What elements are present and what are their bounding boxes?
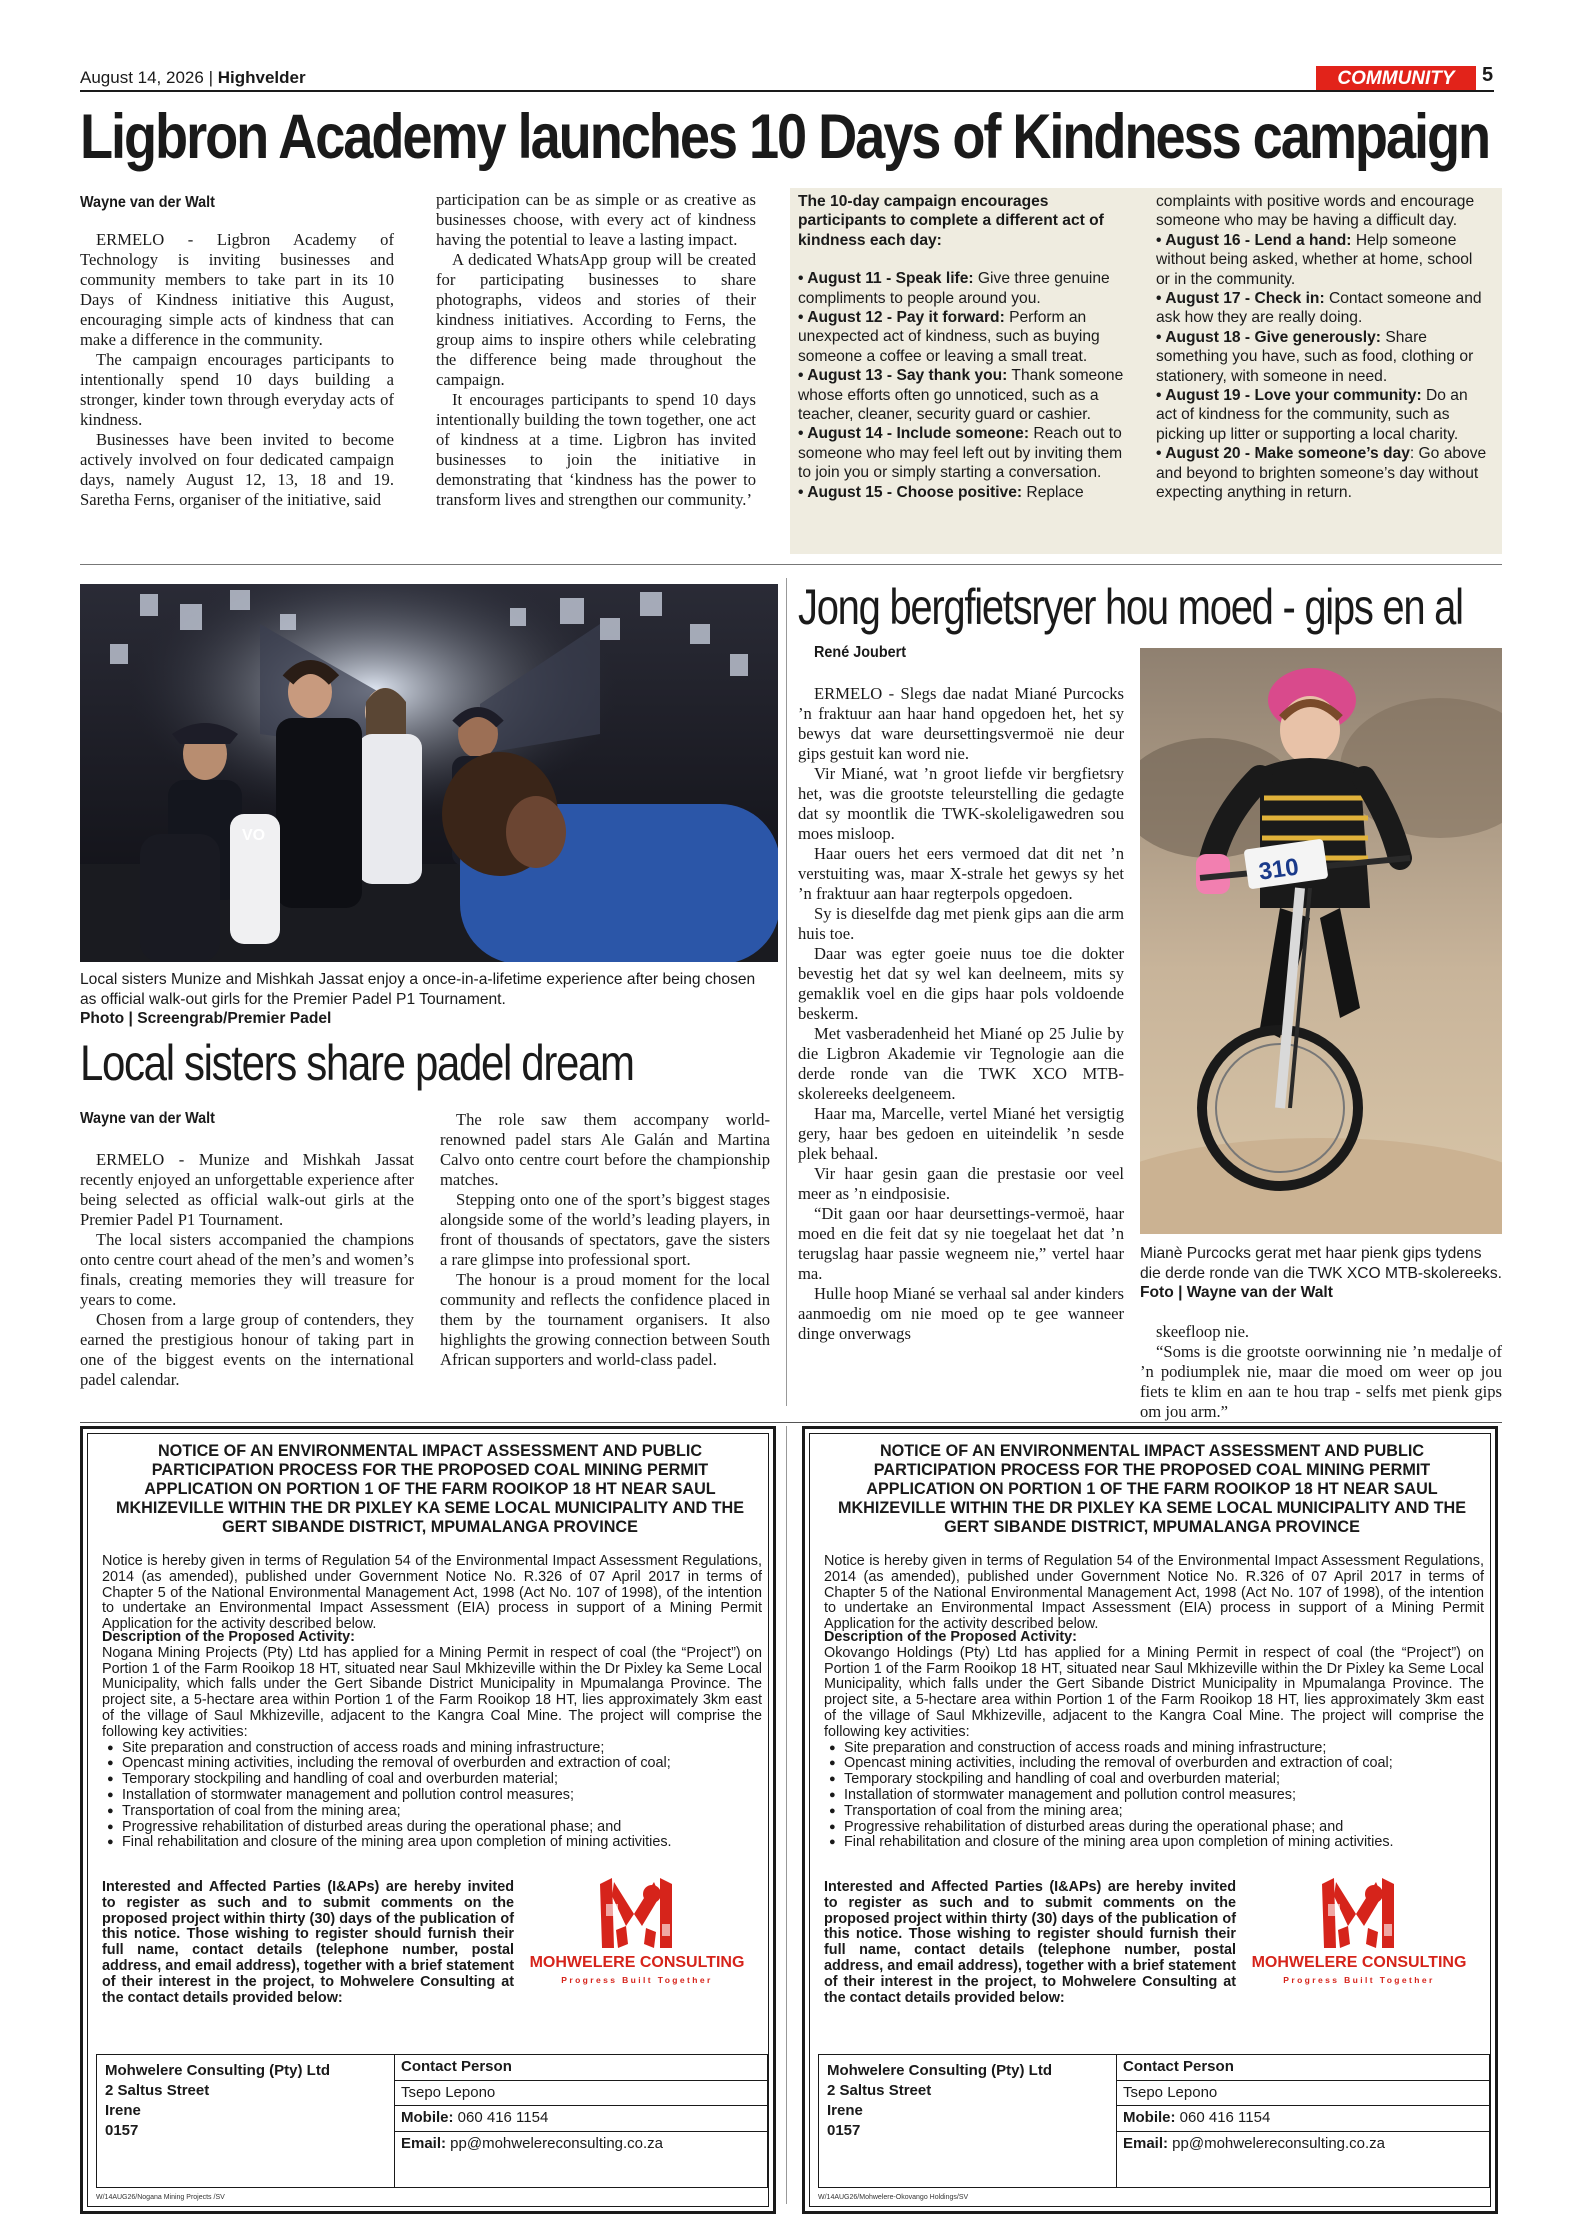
kindness-col-1 (80, 230, 394, 510)
address-line: Irene (827, 2102, 863, 2119)
bike-paragraph: “Dit gaan oor haar deursettings-vermoë, haar moed en die feit dat sy nie toegelaat het dat ’n terugslag haar passie wegneem nie,” vertel haar ma. (798, 1204, 1124, 1283)
contact-person-name: Tsepo Lepono (395, 2081, 767, 2107)
padel-photo (80, 584, 778, 962)
eia-notice-left (80, 1426, 776, 2214)
bike-photo-credit: Foto | Wayne van der Walt (1140, 1284, 1333, 1302)
kindness-day-item: • August 11 - Speak life: Give three genuine compliments to people around you. (798, 270, 1110, 307)
bike-paragraph: ERMELO - Slegs dae nadat Miané Purcocks ’n fraktuur aan haar hand opgedoen het, het sy bewys dat ware deursettingsvermoë nie deur gips gestuit kan word nie. (798, 684, 1124, 763)
bike-paragraph: Vir haar gesin gaan die prestasie oor veel meer as ’n eindposisie. (798, 1164, 1124, 1203)
notice-intro: Notice is hereby given in terms of Regulation 54 of the Environmental Impact Assessment Regulations, 2014 (as amended), published under Government Notice No. R.326 of 07 April 2017 in terms of Chapter 5 of the National Environmental Management Act, 1998 (Act No. 107 of 1998), of the intention to undertake an Environmental Impact Assessment (EIA) process in support of a Mining Permit Application for the activity described below. (824, 1553, 1484, 1633)
address-line: Irene (105, 2102, 141, 2119)
race-number: 310 (1257, 853, 1301, 886)
contact-details (395, 2055, 767, 2187)
notice-activity-item: ● Transportation of coal from the mining area; (102, 1804, 762, 1820)
notice-activity-item: ● Installation of stormwater management and pollution control measures; (824, 1788, 1484, 1804)
contact-table (96, 2054, 768, 2188)
notice-activity-item: ● Transportation of coal from the mining area; (824, 1804, 1484, 1820)
kindness-box-intro: The 10-day campaign encourages participants to complete a different act of kindness each day: (798, 193, 1104, 249)
bike-photo-image (1140, 648, 1502, 1234)
contact-heading: Contact Person (395, 2055, 767, 2081)
mohwelere-logo-mark (1244, 1874, 1474, 1952)
bike-paragraph: Haar ma, Marcelle, vertel Miané het versigtig gery, haar bes gedoen en uiteindelik ’n sesde plek behaal. (798, 1104, 1124, 1163)
kindness-paragraph: The campaign encourages participants to intentionally spend 10 days building a stronger, kinder town through everyday acts of kindness. (80, 350, 394, 429)
section-badge: COMMUNITY (1316, 66, 1476, 92)
notice-activity-item: ● Final rehabilitation and closure of the mining area upon completion of mining activities. (102, 1835, 762, 1851)
padel-paragraph: ERMELO - Munize and Mishkah Jassat recently enjoyed an unforgettable experience after being selected as official walk-out girls at the Premier Padel P1 Tournament. (80, 1150, 414, 1229)
notice-activity-item: ● Final rehabilitation and closure of the mining area upon completion of mining activities. (824, 1835, 1484, 1851)
logo-tagline: Progress Built Together (1283, 1975, 1435, 1985)
bike-col-2 (1140, 1322, 1502, 1422)
logo-tagline: Progress Built Together (561, 1975, 713, 1985)
column-divider (786, 578, 787, 1406)
notice-activity-item: ● Progressive rehabilitation of disturbed areas during the operational phase; and (102, 1820, 762, 1836)
notice-intro: Notice is hereby given in terms of Regulation 54 of the Environmental Impact Assessment Regulations, 2014 (as amended), published under Government Notice No. R.326 of 07 April 2017 in terms of Chapter 5 of the National Environmental Management Act, 1998 (Act No. 107 of 1998), of the intention to undertake an Environmental Impact Assessment (EIA) process in support of a Mining Permit Application for the activity described below. (102, 1553, 762, 1633)
address-line: Mohwelere Consulting (Pty) Ltd (827, 2062, 1052, 2079)
address-line: 0157 (105, 2122, 139, 2139)
padel-photo-credit: Photo | Screengrab/Premier Padel (80, 1010, 332, 1028)
notice-invitation: Interested and Affected Parties (I&APs) are hereby invited to register as such and to submit comments on the proposed project within thirty (30) days of the publication of this notice. Those wishing to register should furnish their full name, contact details (telephone number, postal address, and email address), together with a brief statement of their interest in the project, to Mohwelere Consulting at the contact details provided below: (102, 1879, 514, 2006)
eia-notice-right (802, 1426, 1498, 2214)
mohwelere-logo-mark (522, 1874, 752, 1952)
kindness-day-item: • August 14 - Include someone: Reach out to someone who may feel left out by inviting them to join you or simply starting a conversation. (798, 425, 1123, 482)
dateline-separator: | (208, 68, 213, 87)
kindness-paragraph: ERMELO - Ligbron Academy of Technology is inviting businesses and community members to take part in its 10 Days of Kindness initiative this August, encouraging simple acts of kindness that can make a difference in the community. (80, 230, 394, 349)
padel-photo-text: VO (242, 827, 266, 844)
padel-paragraph: The local sisters accompanied the champions onto centre court ahead of the men’s and women’s finals, creating memories they will treasure for years to come. (80, 1230, 414, 1309)
notice-activity-item: ● Opencast mining activities, including the removal of overburden and extraction of coal; (102, 1756, 762, 1772)
notice-activity-item: ● Temporary stockpiling and handling of coal and overburden material; (824, 1772, 1484, 1788)
issue-date: August 14, 2026 (80, 68, 204, 87)
bike-paragraph: “Soms is die grootste oorwinning nie ’n medalje of ’n podiumplek nie, maar die moed om weer op jou fiets te klim en aan te hou trap - selfs met pienk gips om jou arm.” (1140, 1342, 1502, 1421)
kindness-box-continuation: complaints with positive words and encourage someone who may be having a difficult day. (1156, 193, 1475, 230)
notice-title: NOTICE OF AN ENVIRONMENTAL IMPACT ASSESSMENT AND PUBLIC PARTICIPATION PROCESS FOR THE PROPOSED COAL MINING PERMIT APPLICATION ON PORTION 1 OF THE FARM ROOIKOP 18 HT NEAR SAUL MKHIZEVILLE WITHIN THE DR PIXLEY KA SEME LOCAL MUNICIPALITY AND THE GERT SIBANDE DISTRICT, MPUMALANGA PROVINCE (837, 1442, 1467, 1536)
kindness-paragraph: It encourages participants to spend 10 days intentionally building the town together, one act of kindness at a time. Ligbron has invited businesses to join the initiative in demonstrating that ‘kindness has the power to transform lives and strengthen our community.’ (436, 390, 756, 509)
contact-address (819, 2055, 1117, 2187)
mohwelere-logo (1244, 1874, 1474, 1998)
bike-paragraph: Sy is dieselfde dag met pienk gips aan die arm huis toe. (798, 904, 1124, 943)
notices-divider (80, 1422, 1502, 1423)
notice-description-heading: Description of the Proposed Activity: (102, 1629, 355, 1645)
bike-paragraph: Haar ouers het eers vermoed dat dit net ’n verstuiting was, maar X-strale het gewys sy het ’n fraktuur aan haar regterpols opgedoen. (798, 844, 1124, 903)
bike-col-1 (798, 684, 1124, 1344)
notice-reference: W/14AUG26/Nogana Mining Projects /SV (96, 2194, 225, 2201)
kindness-byline: Wayne van der Walt (80, 194, 215, 211)
notice-reference: W/14AUG26/Mohwelere-Okovango Holdings/SV (818, 2194, 969, 2201)
publication-name: Highvelder (217, 68, 306, 87)
notice-description-text: Nogana Mining Projects (Pty) Ltd has applied for a Mining Permit in respect of coal (the “Project”) on Portion 1 of the Farm Rooikop 18 HT, situated near Saul Mkhizeville within the Dr Pixley ka Seme Local Municipality, which falls under the Gert Sibande District Municipality in Mpumalanga Province. The project site, a 5-hectare area within Portion 1 of the Farm Rooikop 18 HT, lies approximately 3km east of the village of Saul Mkhizeville, adjacent to the Kangra Coal Mine. The project will comprise the following key activities: (102, 1644, 762, 1740)
bike-byline: René Joubert (814, 644, 907, 661)
page-dateline (80, 68, 306, 88)
notice-activity-list (102, 1741, 762, 1852)
address-line: Mohwelere Consulting (Pty) Ltd (105, 2062, 330, 2079)
contact-email: Email: pp@mohwelereconsulting.co.za (1123, 2134, 1386, 2152)
notice-invitation: Interested and Affected Parties (I&APs) are hereby invited to register as such and to submit comments on the proposed project within thirty (30) days of the publication of this notice. Those wishing to register should furnish their full name, contact details (telephone number, postal address, and email address), together with a brief statement of their interest in the project, to Mohwelere Consulting at the contact details provided below: (824, 1879, 1236, 2006)
notice-title: NOTICE OF AN ENVIRONMENTAL IMPACT ASSESSMENT AND PUBLIC PARTICIPATION PROCESS FOR THE PROPOSED COAL MINING PERMIT APPLICATION ON PORTION 1 OF THE FARM ROOIKOP 18 HT NEAR SAUL MKHIZEVILLE WITHIN THE DR PIXLEY KA SEME LOCAL MUNICIPALITY AND THE GERT SIBANDE DISTRICT, MPUMALANGA PROVINCE (115, 1442, 745, 1536)
notices-column-divider (786, 1426, 787, 2204)
padel-paragraph: Stepping onto one of the sport’s biggest stages alongside some of the world’s leading players, in front of thousands of spectators, gave the sisters a rare glimpse into professional sport. (440, 1190, 770, 1269)
bike-headline: Jong bergfietsryer hou moed - gips en al (798, 579, 1463, 635)
kindness-headline: Ligbron Academy launches 10 Days of Kindness campaign (80, 102, 1490, 172)
address-line: 2 Saltus Street (827, 2082, 932, 2099)
kindness-paragraph: participation can be as simple or as creative as businesses choose, with every act of kindness having the potential to leave a lasting impact. (436, 190, 756, 249)
padel-byline: Wayne van der Walt (80, 1110, 215, 1127)
padel-paragraph: Chosen from a large group of contenders, they earned the prestigious honour of taking part in one of the biggest events on the international padel calendar. (80, 1310, 414, 1389)
notice-activity-item: ● Temporary stockpiling and handling of coal and overburden material; (102, 1772, 762, 1788)
kindness-day-item: • August 20 - Make someone’s day: Go above and beyond to brighten someone’s day without expecting anything in return. (1156, 445, 1487, 502)
bike-paragraph: skeefloop nie. (1156, 1322, 1250, 1341)
kindness-box-col-1 (798, 192, 1134, 502)
page-number: 5 (1482, 64, 1494, 86)
header-rule (80, 90, 1494, 92)
notice-activity-list (824, 1741, 1484, 1852)
notice-activity-item: ● Site preparation and construction of access roads and mining infrastructure; (102, 1741, 762, 1757)
bike-paragraph: Met vasberadenheid het Miané op 25 Julie by die Ligbron Akademie vir Tegnologie aan die derde ronde van die TWK XCO MTB-skolereeks deelgeneem. (798, 1024, 1124, 1103)
kindness-day-item: • August 13 - Say thank you: Thank someone whose efforts often go unnoticed, such as a teacher, cleaner, security guard or cashier. (798, 367, 1124, 424)
contact-mobile: Mobile: 060 416 1154 (1117, 2106, 1489, 2132)
mohwelere-logo (522, 1874, 752, 1998)
address-line: 0157 (827, 2122, 861, 2139)
bike-paragraph: Hulle hoop Miané se verhaal sal ander kinders aanmoedig om nie moed op te gee wanneer dinge onverwags (798, 1284, 1124, 1343)
kindness-day-item: • August 18 - Give generously: Share something you have, such as food, clothing or stationery, with someone in need. (1156, 328, 1474, 385)
address-line: 2 Saltus Street (105, 2082, 210, 2099)
notice-frame (809, 1433, 1491, 2207)
notice-activity-item: ● Progressive rehabilitation of disturbed areas during the operational phase; and (824, 1820, 1484, 1836)
bike-caption-text: Mianè Purcocks gerat met haar pienk gips tydens die derde ronde van die TWK XCO MTB-skolereeks. (1140, 1245, 1502, 1282)
padel-caption (80, 970, 770, 1029)
padel-photo-image (80, 584, 778, 962)
contact-email: Email: pp@mohwelereconsulting.co.za (401, 2134, 664, 2152)
kindness-paragraph: Businesses have been invited to become actively involved on four dedicated campaign days, namely August 12, 13, 18 and 19. Saretha Ferns, organiser of the initiative, said (80, 430, 394, 509)
contact-details (1117, 2055, 1489, 2187)
kindness-day-item: • August 15 - Choose positive: Replace (798, 483, 1084, 501)
kindness-day-item: • August 17 - Check in: Contact someone and ask how they are really doing. (1156, 290, 1482, 327)
kindness-day-item: • August 16 - Lend a hand: Help someone without being asked, whether at home, school or in the community. (1156, 231, 1473, 288)
notice-activity-item: ● Installation of stormwater management and pollution control measures; (102, 1788, 762, 1804)
contact-table (818, 2054, 1490, 2188)
bike-photo (1140, 648, 1502, 1234)
notice-activity-item: ● Opencast mining activities, including the removal of overburden and extraction of coal; (824, 1756, 1484, 1772)
section-divider (80, 564, 1502, 565)
logo-company-name: MOHWELERE CONSULTING (529, 1954, 745, 1971)
notice-description (824, 1630, 1484, 1851)
padel-headline: Local sisters share padel dream (80, 1035, 634, 1091)
notice-description-text: Okovango Holdings (Pty) Ltd has applied for a Mining Permit in respect of coal (the “Project”) on Portion 1 of the Farm Rooikop 18 HT, situated near Saul Mkhizeville within the Dr Pixley ka Seme Local Municipality, which falls under the Gert Sibande District Municipality in Mpumalanga Province. The project site, a 5-hectare area within Portion 1 of the Farm Rooikop 18 HT, lies approximately 3km east of the village of Saul Mkhizeville, adjacent to the Kangra Coal Mine. The project will comprise the following key activities: (824, 1644, 1484, 1740)
notice-description-heading: Description of the Proposed Activity: (824, 1629, 1077, 1645)
padel-paragraph: The role saw them accompany world-renowned padel stars Ale Galán and Martina Calvo onto centre court before the championship matches. (440, 1110, 770, 1189)
contact-heading: Contact Person (1117, 2055, 1489, 2081)
padel-col-1 (80, 1150, 414, 1390)
kindness-paragraph: A dedicated WhatsApp group will be created for participating businesses to share photographs, videos and stories of their kindness initiatives. According to Ferns, the group aims to inspire others while celebrating the difference being made throughout the campaign. (436, 250, 756, 389)
notice-description (102, 1630, 762, 1851)
contact-person-name: Tsepo Lepono (1117, 2081, 1489, 2107)
bike-paragraph: Vir Miané, wat ’n groot liefde vir bergfietsry het, was die grootste teleurstelling die gedagte dat sy moontlik die TWK-skoleligawedren sou moes misloop. (798, 764, 1124, 843)
contact-mobile: Mobile: 060 416 1154 (395, 2106, 767, 2132)
kindness-day-item: • August 12 - Pay it forward: Perform an unexpected act of kindness, such as buying someone a coffee or leaving a small treat. (798, 309, 1100, 365)
notice-activity-item: ● Site preparation and construction of access roads and mining infrastructure; (824, 1741, 1484, 1757)
contact-address (97, 2055, 395, 2187)
kindness-box-col-2 (1156, 192, 1490, 503)
padel-col-2 (440, 1110, 770, 1370)
padel-paragraph: The honour is a proud moment for the local community and reflects the confidence placed in them by the tournament organisers. It also highlights the growing connection between South African supporters and world-class padel. (440, 1270, 770, 1369)
kindness-col-2 (436, 190, 756, 510)
logo-company-name: MOHWELERE CONSULTING (1251, 1954, 1467, 1971)
notice-frame (87, 1433, 769, 2207)
kindness-day-item: • August 19 - Love your community: Do an act of kindness for the community, such as picking up litter or supporting a local charity. (1156, 387, 1468, 443)
bike-caption (1140, 1244, 1502, 1303)
bike-paragraph: Daar was egter goeie nuus toe die dokter bevestig het dat sy wel kan deelneem, mits sy gemaklik voel en die gips haar pols voldoende beskerm. (798, 944, 1124, 1023)
padel-caption-text: Local sisters Munize and Mishkah Jassat enjoy a once-in-a-lifetime experience after being chosen as official walk-out girls for the Premier Padel P1 Tournament. (80, 971, 756, 1008)
